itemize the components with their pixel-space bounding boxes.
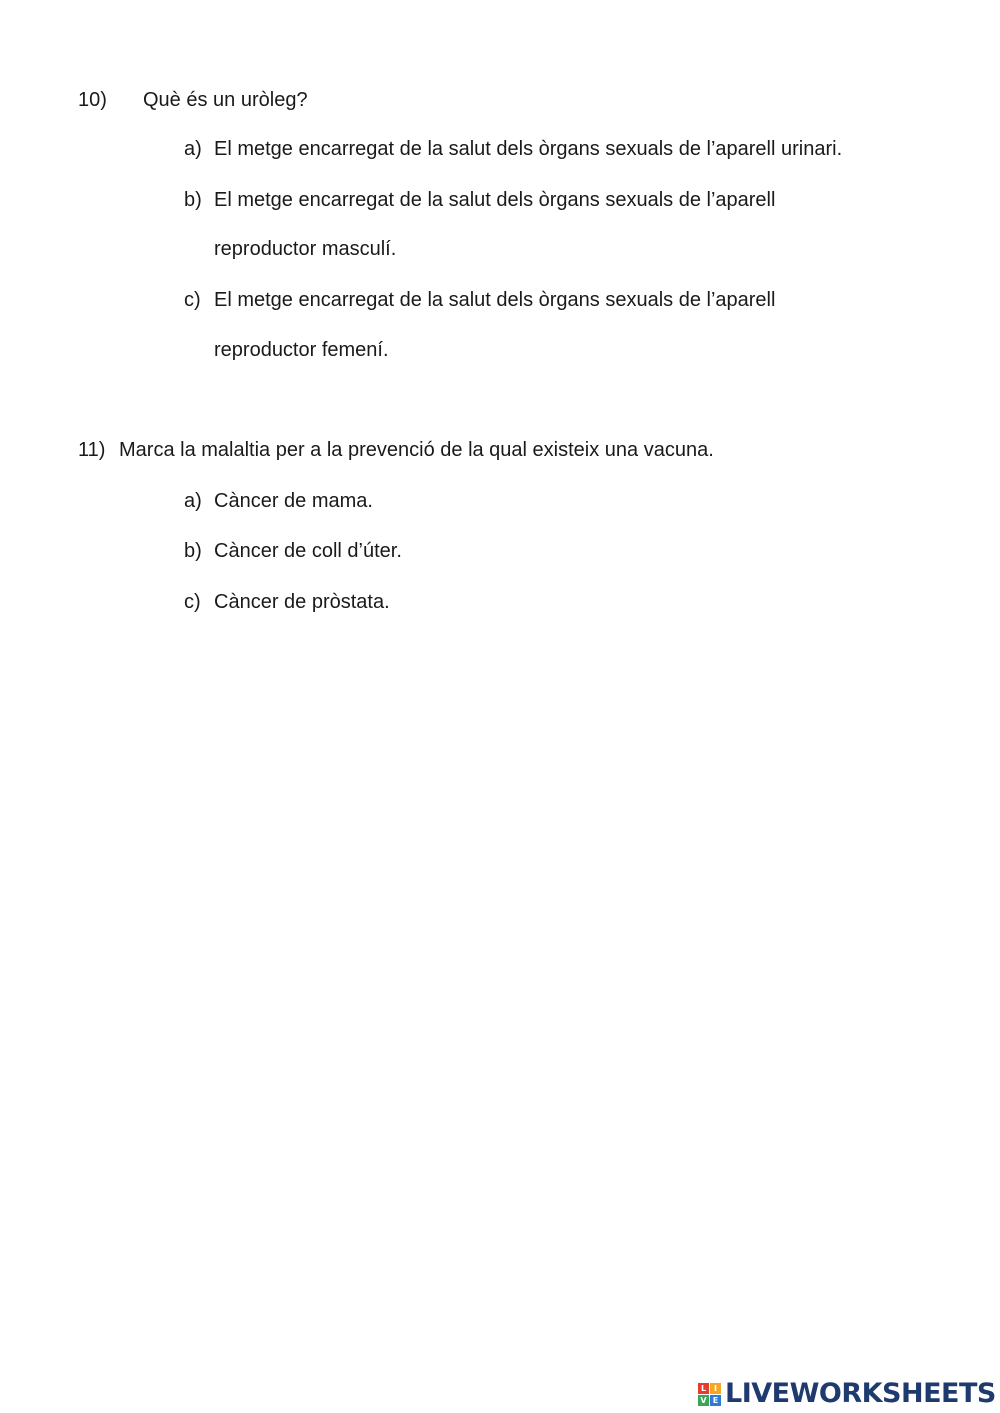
logo-text: LIVEWORKSHEETS: [725, 1378, 996, 1409]
question-number: 10): [78, 89, 107, 111]
logo-mark-v: V: [698, 1395, 709, 1406]
option-letter: c): [184, 591, 201, 613]
option-letter: a): [184, 490, 202, 512]
liveworksheets-logo: [698, 1378, 996, 1410]
logo-mark-icon: [698, 1383, 721, 1406]
question-text: Marca la malaltia per a la prevenció de la qual existeix una vacuna.: [119, 439, 714, 461]
option-text: Càncer de mama.: [214, 490, 373, 512]
option-text-continued: reproductor masculí.: [214, 238, 397, 260]
question-text: Què és un uròleg?: [143, 89, 308, 111]
option-letter: c): [184, 289, 201, 311]
option-letter: b): [184, 189, 202, 211]
logo-mark-i: I: [710, 1383, 721, 1394]
logo-mark-l: L: [698, 1383, 709, 1394]
option-text: Càncer de pròstata.: [214, 591, 390, 613]
option-letter: a): [184, 138, 202, 160]
option-letter: b): [184, 540, 202, 562]
logo-mark-e: E: [710, 1395, 721, 1406]
option-text-continued: reproductor femení.: [214, 339, 389, 361]
option-text: El metge encarregat de la salut dels òrgans sexuals de l’aparell: [214, 289, 776, 311]
question-number: 11): [78, 439, 106, 461]
option-text: Càncer de coll d’úter.: [214, 540, 402, 562]
option-text: El metge encarregat de la salut dels òrgans sexuals de l’aparell urinari.: [214, 138, 843, 160]
option-text: El metge encarregat de la salut dels òrgans sexuals de l’aparell: [214, 189, 776, 211]
